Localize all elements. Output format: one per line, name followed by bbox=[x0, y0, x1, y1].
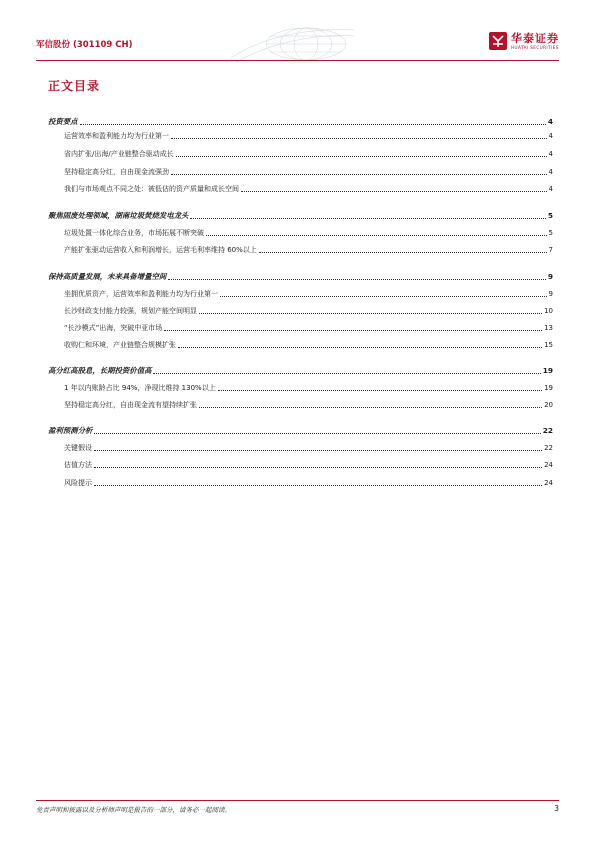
page-number: 3 bbox=[554, 804, 559, 813]
toc-subsection-entry[interactable] bbox=[48, 127, 553, 141]
toc-entry-page: 15 bbox=[544, 341, 553, 349]
toc-entry-page: 5 bbox=[547, 211, 553, 220]
toc-entry-page: 13 bbox=[544, 324, 553, 332]
toc-section-entry[interactable] bbox=[48, 207, 553, 221]
toc-entry-page: 19 bbox=[542, 366, 553, 375]
toc-entry-label: 省内扩张/出海/产业链整合驱动成长 bbox=[64, 150, 174, 158]
toc-subsection-entry[interactable] bbox=[48, 396, 553, 410]
toc-subsection-entry[interactable] bbox=[48, 145, 553, 159]
toc-entry-page: 24 bbox=[544, 479, 553, 487]
toc-entry-label: 坚持稳定高分红，自由现金流强劲 bbox=[64, 168, 169, 176]
toc-leader-dots bbox=[171, 138, 547, 139]
toc-subsection-entry[interactable] bbox=[48, 224, 553, 238]
toc-entry-page: 4 bbox=[548, 185, 553, 193]
toc-section-entry[interactable] bbox=[48, 362, 553, 376]
toc-leader-dots bbox=[94, 450, 542, 451]
toc-leader-dots bbox=[153, 373, 540, 374]
toc-subsection-entry[interactable] bbox=[48, 336, 553, 350]
toc-entry-label: 聚焦固废处理领域，湖南垃圾焚烧发电龙头 bbox=[48, 211, 189, 220]
toc-entry-label: 垃圾处置一体化综合业务，市场拓展不断突破 bbox=[64, 229, 204, 237]
toc-subsection-entry[interactable] bbox=[48, 456, 553, 470]
toc-entry-page: 5 bbox=[548, 229, 553, 237]
toc-entry-label: “长沙模式”出海，突破中亚市场 bbox=[64, 324, 163, 332]
toc-heading: 正文目录 bbox=[48, 79, 101, 93]
toc-entry-page: 4 bbox=[548, 168, 553, 176]
toc-leader-dots bbox=[241, 191, 547, 192]
toc-leader-dots bbox=[80, 124, 546, 125]
toc-leader-dots bbox=[171, 174, 547, 175]
toc-entry-page: 20 bbox=[544, 401, 553, 409]
toc-entry-label: 风险提示 bbox=[64, 479, 92, 487]
toc-subsection-entry[interactable] bbox=[48, 319, 553, 333]
toc-leader-dots bbox=[94, 433, 540, 434]
toc-entry-page: 22 bbox=[542, 426, 553, 435]
toc-entry-page: 10 bbox=[544, 307, 553, 315]
toc-entry-label: 关键假设 bbox=[64, 444, 92, 452]
page-header bbox=[36, 32, 559, 58]
toc-entry-page: 19 bbox=[544, 384, 553, 392]
toc-section-entry[interactable] bbox=[48, 422, 553, 436]
toc-leader-dots bbox=[206, 235, 547, 236]
toc-leader-dots bbox=[164, 330, 542, 331]
toc-subsection-entry[interactable] bbox=[48, 379, 553, 393]
toc-entry-page: 4 bbox=[548, 132, 553, 140]
toc-entry-label: 收购仁和环境，产业链整合规模扩张 bbox=[64, 341, 176, 349]
toc-leader-dots bbox=[94, 485, 542, 486]
toc-leader-dots bbox=[94, 467, 542, 468]
toc-subsection-entry[interactable] bbox=[48, 439, 553, 453]
toc-section-entry[interactable] bbox=[48, 113, 553, 127]
toc-subsection-entry[interactable] bbox=[48, 474, 553, 488]
toc-leader-dots bbox=[168, 279, 546, 280]
toc-entry-label: 坚持稳定高分红，自由现金流有望持续扩张 bbox=[64, 401, 197, 409]
toc-entry-label: 盈利预测分析 bbox=[48, 426, 93, 435]
toc-entry-page: 22 bbox=[544, 444, 553, 452]
toc-entry-label: 长沙财政支付能力较强，规划产能空间明显 bbox=[64, 307, 197, 315]
toc-leader-dots bbox=[178, 347, 542, 348]
footer-disclaimer: 免责声明和披露以及分析师声明是报告的一部分，请务必一起阅读。 bbox=[36, 806, 231, 814]
toc-entry-label: 我们与市场观点不同之处：被低估的资产质量和成长空间 bbox=[64, 185, 239, 193]
logo-chinese-name: 华泰证券 bbox=[511, 32, 559, 45]
toc-entry-label: 高分红高股息，长期投资价值高 bbox=[48, 366, 152, 375]
toc-entry-label: 产能扩张驱动运营收入和利润增长，运营毛利率维持 60%以上 bbox=[64, 246, 257, 254]
toc-entry-page: 9 bbox=[547, 272, 553, 281]
toc-entry-page: 7 bbox=[548, 246, 553, 254]
toc-leader-dots bbox=[199, 407, 542, 408]
toc-entry-page: 4 bbox=[547, 117, 553, 126]
toc-entry-label: 运营效率和盈利能力均为行业第一 bbox=[64, 132, 169, 140]
footer-divider bbox=[36, 800, 559, 801]
toc-entry-label: 估值方法 bbox=[64, 461, 92, 469]
toc-subsection-entry[interactable] bbox=[48, 285, 553, 299]
toc-subsection-entry[interactable] bbox=[48, 302, 553, 316]
report-title: 军信股份 (301109 CH) bbox=[36, 40, 133, 50]
toc-leader-dots bbox=[218, 390, 542, 391]
toc-entry-label: 投资要点 bbox=[48, 117, 78, 126]
toc-entry-page: 4 bbox=[548, 150, 553, 158]
toc-entry-label: 保持高质量发展，未来具备增量空间 bbox=[48, 272, 167, 281]
toc-entry-label: 坐拥优质资产，运营效率和盈利能力均为行业第一 bbox=[64, 290, 218, 298]
header-divider bbox=[36, 60, 559, 61]
toc-leader-dots bbox=[220, 296, 547, 297]
toc-subsection-entry[interactable] bbox=[48, 180, 553, 194]
huatai-logo-mark-icon bbox=[489, 32, 507, 50]
toc-subsection-entry[interactable] bbox=[48, 241, 553, 255]
toc-entry-page: 24 bbox=[544, 461, 553, 469]
toc-leader-dots bbox=[199, 313, 542, 314]
globe-decoration-icon bbox=[226, 24, 356, 64]
logo-english-name: HUATAI SECURITIES bbox=[511, 45, 559, 50]
huatai-logo bbox=[489, 32, 559, 54]
toc-entry-page: 9 bbox=[548, 290, 553, 298]
toc-section-entry[interactable] bbox=[48, 268, 553, 282]
toc-subsection-entry[interactable] bbox=[48, 163, 553, 177]
toc-leader-dots bbox=[190, 218, 545, 219]
toc-leader-dots bbox=[176, 156, 547, 157]
toc-leader-dots bbox=[259, 252, 547, 253]
toc-entry-label: 1 年以内账龄占比 94%，净现比维持 130%以上 bbox=[64, 384, 216, 392]
